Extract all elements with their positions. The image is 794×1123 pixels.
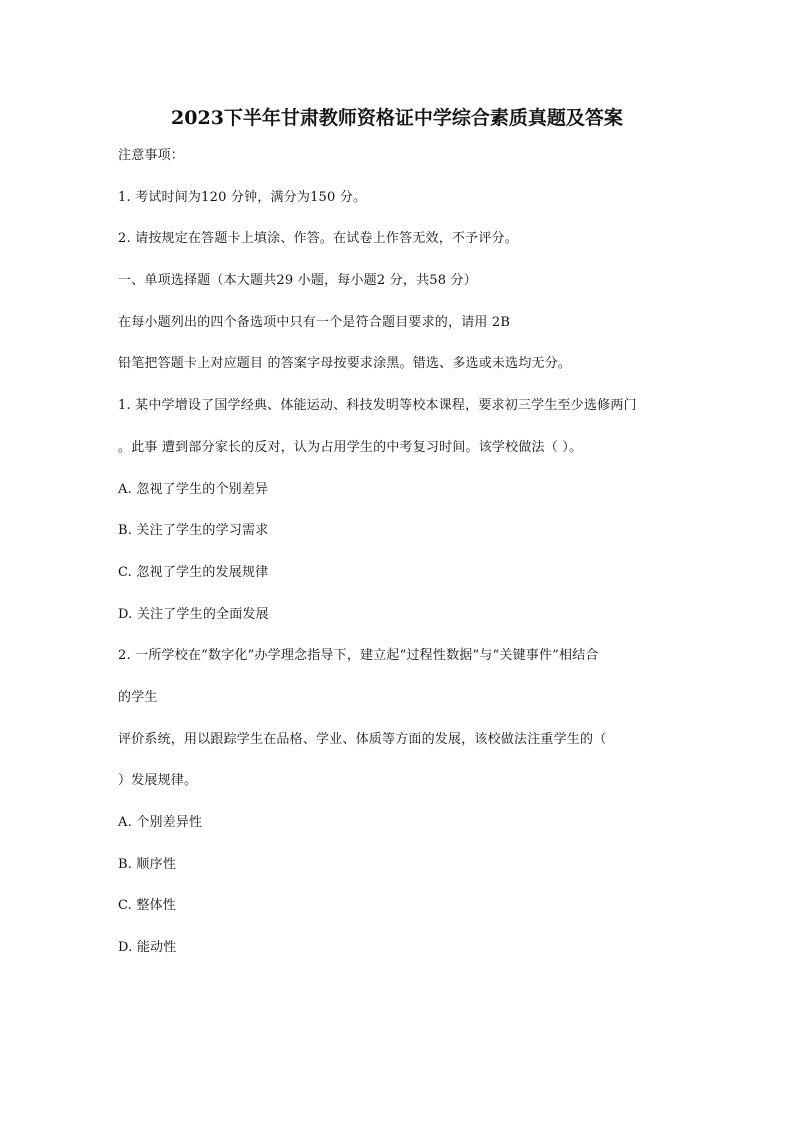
question-1-option-b: B. 关注了学生的学习需求 [118,523,269,539]
question-2-option-c: C. 整体性 [118,898,176,914]
document-body [118,146,688,980]
section-instruction-line-1: 在每小题列出的四个备选项中只有一个是符合题目要求的，请用 2B [118,314,511,330]
notice-item-1: 1. 考试时间为120 分钟，满分为150 分。 [118,189,367,205]
question-2-stem-line-3: 评价系统，用以跟踪学生在品格、学业、体质等方面的发展，该校做法注重学生的（ [118,731,607,747]
question-1-option-c: C. 忽视了学生的发展规律 [118,564,269,580]
section-instruction-line-2: 铅笔把答题卡上对应题目 的答案字母按要求涂黑。错选、多选或未选均无分。 [118,356,572,372]
question-2-stem-line-2: 的学生 [118,689,158,705]
question-2-stem-line-1: 2. 一所学校在“数字化”办学理念指导下，建立起“过程性数据”与“关键事件”相结合 [118,648,599,664]
notice-heading: 注意事项： [118,148,185,163]
notice-item-2: 2. 请按规定在答题卡上填涂、作答。在试卷上作答无效，不予评分。 [118,231,518,247]
question-1-stem-line-2: 。此事 遭到部分家长的反对，认为占用学生的中考复习时间。该学校做法（ ）。 [118,439,583,455]
question-1-option-d: D. 关注了学生的全面发展 [118,606,269,622]
question-1-stem-line-1: 1. 某中学增设了国学经典、体能运动、科技发明等校本课程，要求初三学生至少选修两门 [118,398,637,414]
question-1-option-a: A. 忽视了学生的个别差异 [118,481,269,497]
question-2-option-b: B. 顺序性 [118,856,177,872]
question-2-option-d: D. 能动性 [118,940,177,956]
section-heading: 一、单项选择题（本大题共29 小题，每小题2 分，共58 分） [118,273,477,289]
question-2-stem-line-4: ）发展规律。 [118,773,198,789]
document-title: 2023下半年甘肃教师资格证中学综合素质真题及答案 [171,107,623,129]
question-2-option-a: A. 个别差异性 [118,815,203,830]
